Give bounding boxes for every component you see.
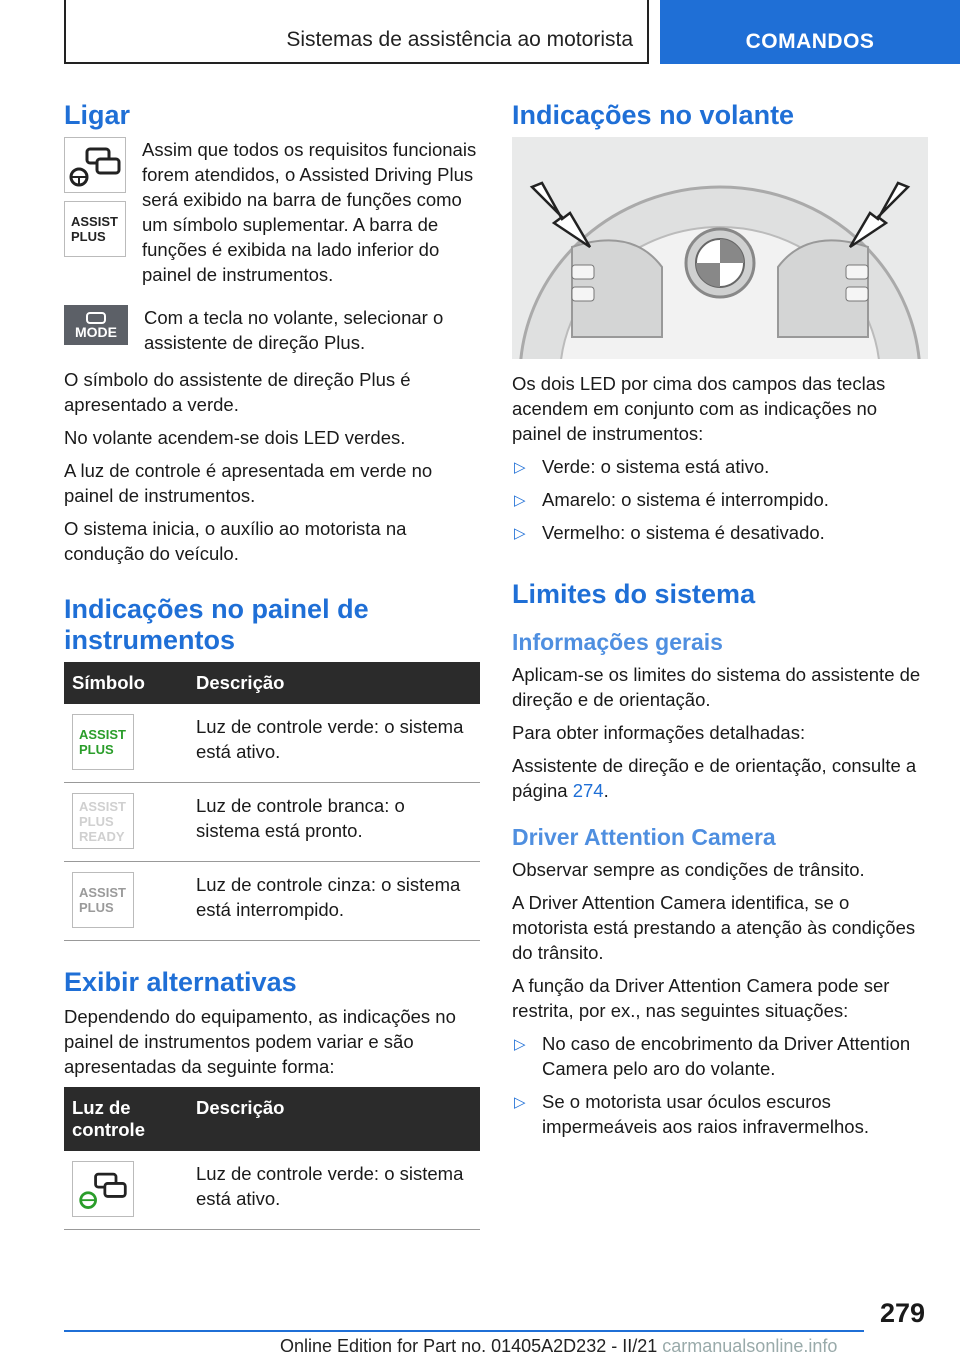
table-cell-desc: Luz de controle verde: o sistema está ativo. — [188, 704, 480, 783]
assist-plus-grey-icon: ASSIST PLUS — [72, 872, 134, 928]
limites-paragraph-2: Para obter informações detalhadas: — [512, 722, 806, 743]
page-number: 279 — [880, 1298, 926, 1328]
table-cell-desc: Luz de controle cinza: o sistema está interrompido. — [188, 862, 480, 941]
painel-col-desc: Descrição — [188, 662, 480, 704]
steering-wheel-illustration — [512, 137, 928, 359]
limites-paragraph-1: Aplicam-se os limites do sistema do assistente de direção e de orientação. — [512, 664, 921, 710]
alt-col-desc: Descrição — [188, 1087, 480, 1151]
heading-alternativas: Exibir alternativas — [64, 967, 297, 997]
right-column — [512, 100, 928, 1149]
alternativas-paragraph: Dependendo do equipamento, as indicações no painel de instrumentos podem variar e são apresentadas da seguinte forma: — [64, 1006, 456, 1077]
ligar-paragraph-3: O símbolo do assistente de direção Plus é apresentado a verde. — [64, 369, 411, 415]
table-row — [64, 704, 480, 783]
triangle-bullet-icon: ▷ — [514, 525, 526, 542]
heading-ligar: Ligar — [64, 100, 131, 130]
subheading-camera: Driver Attention Camera — [512, 824, 776, 850]
subheading-informacoes: Informações gerais — [512, 629, 723, 655]
list-item: ▷ Verde: o sistema está ativo. — [512, 454, 928, 479]
triangle-bullet-icon: ▷ — [514, 459, 526, 476]
header-chapter-label: COMANDOS — [745, 30, 875, 53]
header-section-box — [64, 0, 649, 64]
driving-assist-car-icon — [72, 1161, 134, 1217]
heading-volante: Indicações no volante — [512, 100, 795, 130]
mode-button-icon: MODE — [64, 305, 128, 345]
left-column — [64, 100, 480, 1244]
heading-limites: Limites do sistema — [512, 579, 756, 609]
triangle-bullet-icon: ▷ — [514, 492, 526, 509]
camera-restrictions-list — [512, 1031, 928, 1139]
painel-table — [64, 662, 480, 941]
table-row — [64, 783, 480, 862]
list-item: ▷ Vermelho: o sistema é desativado. — [512, 520, 928, 545]
assist-plus-icon: ASSIST PLUS — [64, 201, 126, 257]
list-item: ▷ Se o motorista usar óculos escuros impermeáveis aos raios infravermelhos. — [514, 1091, 869, 1137]
heading-painel: Indicações no painel de instrumentos — [64, 594, 369, 655]
header-chapter-tab[interactable] — [660, 0, 960, 64]
table-row — [64, 862, 480, 941]
ligar-mode-row — [64, 305, 480, 363]
ligar-paragraph-5: A luz de controle é apresentada em verde no painel de instrumentos. — [64, 460, 433, 506]
ligar-paragraph-6: O sistema inicia, o auxílio ao motorista na condução do veículo. — [64, 518, 407, 564]
ligar-paragraph-2: Com a tecla no volante, selecionar o assistente de direção Plus. — [144, 307, 444, 353]
camera-paragraph-3: A função da Driver Attention Camera pode ser restrita, por ex., nas seguintes situações: — [512, 975, 890, 1021]
page-reference-link[interactable]: 274 — [572, 780, 604, 801]
table-row — [64, 1151, 480, 1230]
driving-assist-car-icon — [64, 137, 126, 193]
painel-col-symbol: Símbolo — [64, 662, 188, 704]
header-section-title: Sistemas de assistência ao motorista — [286, 28, 633, 51]
table-cell-desc: Luz de controle verde: o sistema está ativo. — [188, 1151, 480, 1230]
footer-edition: Online Edition for Part no. 01405A2D232 - II/21 carmanualsonline.info — [280, 1336, 838, 1356]
list-item: ▷ Amarelo: o sistema é interrompido. — [512, 487, 928, 512]
camera-paragraph-1: Observar sempre as condições de trânsito. — [512, 859, 865, 880]
list-item: ▷ No caso de encobrimento da Driver Attention Camera pelo aro do volante. — [514, 1033, 911, 1079]
footer-divider — [64, 1330, 864, 1332]
ligar-paragraph-4: No volante acendem-se dois LED verdes. — [64, 427, 406, 448]
triangle-bullet-icon: ▷ — [514, 1094, 526, 1111]
triangle-bullet-icon: ▷ — [514, 1036, 526, 1053]
volante-led-list — [512, 454, 928, 545]
footer-watermark: carmanualsonline.info — [662, 1336, 838, 1356]
volante-paragraph: Os dois LED por cima dos campos das teclas acendem em conjunto com as indicações no painel de instrumentos: — [512, 373, 886, 444]
table-cell-desc: Luz de controle branca: o sistema está pronto. — [188, 783, 480, 862]
camera-paragraph-2: A Driver Attention Camera identifica, se o motorista está prestando a atenção às condições do trânsito. — [512, 892, 916, 963]
alt-col-light: Luz de controle — [64, 1087, 188, 1151]
limites-paragraph-3: Assistente de direção e de orientação, consulte a página 274. — [512, 755, 917, 801]
assist-plus-ready-icon: ASSIST PLUS READY — [72, 793, 134, 849]
ligar-paragraph-1: Assim que todos os requisitos funcionais forem atendidos, o Assisted Driving Plus será exibido na barra de funções como um símbolo suplementar. A barra de funções é exibida na lado inferior do painel de instrumentos. — [142, 139, 477, 285]
alternativas-table — [64, 1087, 480, 1230]
ligar-intro — [64, 137, 480, 295]
assist-plus-green-icon: ASSIST PLUS — [72, 714, 134, 770]
